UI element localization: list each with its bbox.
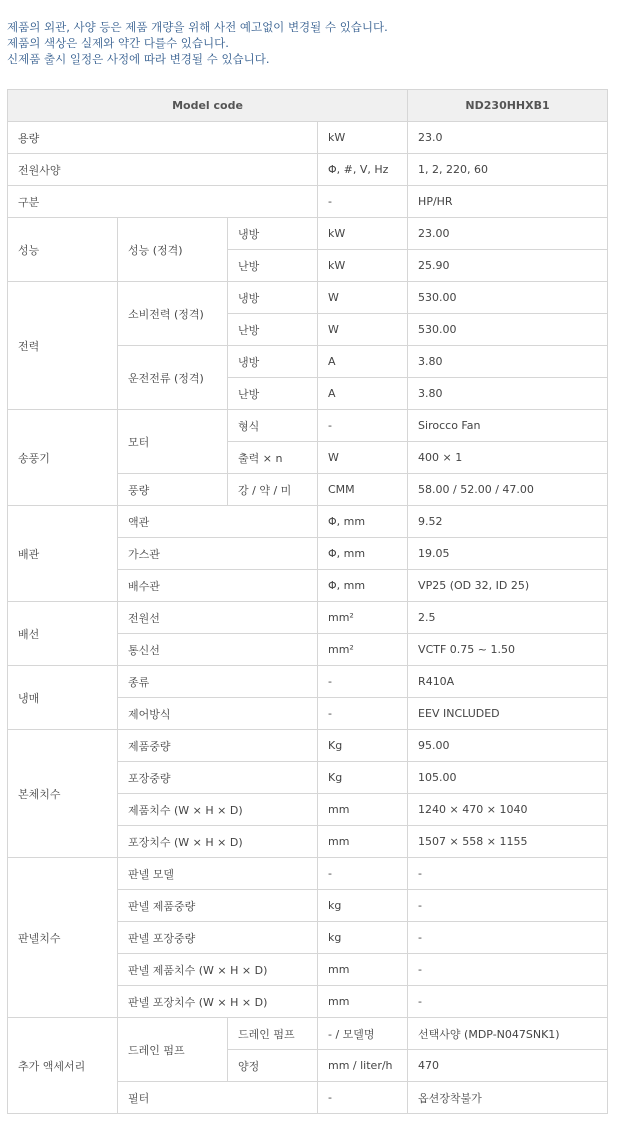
table-row — [8, 730, 608, 762]
item-name: 드레인 펌프 — [228, 1018, 318, 1050]
row-unit: kW — [318, 122, 408, 154]
row-unit: - / 모델명 — [318, 1018, 408, 1050]
row-unit: mm — [318, 986, 408, 1018]
mode-label: 강 / 약 / 미 — [228, 474, 318, 506]
row-unit: Kg — [318, 762, 408, 794]
row-unit: - — [318, 186, 408, 218]
mode-label: 냉방 — [228, 346, 318, 378]
row-value: 3.80 — [408, 378, 608, 410]
row-value: 530.00 — [408, 314, 608, 346]
row-label: 전원사양 — [8, 154, 318, 186]
model-name-header: ND230HHXB1 — [408, 90, 608, 122]
row-value: R410A — [408, 666, 608, 698]
row-unit: kW — [318, 250, 408, 282]
table-row — [8, 122, 608, 154]
row-unit: W — [318, 314, 408, 346]
row-label: 구분 — [8, 186, 318, 218]
row-value: - — [408, 986, 608, 1018]
item-name: 판넬 포장치수 (W × H × D) — [118, 986, 318, 1018]
table-row — [8, 410, 608, 442]
row-unit: W — [318, 442, 408, 474]
row-unit: mm — [318, 826, 408, 858]
row-unit: Φ, #, V, Hz — [318, 154, 408, 186]
row-value: 2.5 — [408, 602, 608, 634]
row-value: 19.05 — [408, 538, 608, 570]
mode-label: 난방 — [228, 250, 318, 282]
row-unit: A — [318, 378, 408, 410]
sub-label: 성능 (정격) — [118, 218, 228, 282]
mode-label: 난방 — [228, 378, 318, 410]
row-unit: kg — [318, 890, 408, 922]
section-label-panel-dims: 판넬치수 — [8, 858, 118, 1018]
row-value: 23.0 — [408, 122, 608, 154]
table-row — [8, 218, 608, 250]
item-name: 판넬 모델 — [118, 858, 318, 890]
row-unit: - — [318, 858, 408, 890]
sub-label: 운전전류 (정격) — [118, 346, 228, 410]
row-value: - — [408, 922, 608, 954]
notice-block — [7, 19, 388, 67]
model-code-header: Model code — [8, 90, 408, 122]
mode-label: 냉방 — [228, 218, 318, 250]
table-row — [8, 666, 608, 698]
row-value: 1240 × 470 × 1040 — [408, 794, 608, 826]
row-unit: Kg — [318, 730, 408, 762]
row-unit: mm / liter/h — [318, 1050, 408, 1082]
sub-label: 드레인 펌프 — [118, 1018, 228, 1082]
section-label-power: 전력 — [8, 282, 118, 410]
row-value: 1, 2, 220, 60 — [408, 154, 608, 186]
item-name: 액관 — [118, 506, 318, 538]
row-value: - — [408, 890, 608, 922]
row-value: 400 × 1 — [408, 442, 608, 474]
table-row — [8, 858, 608, 890]
table-row — [8, 506, 608, 538]
row-value: 1507 × 558 × 1155 — [408, 826, 608, 858]
table-row — [8, 282, 608, 314]
row-value: 470 — [408, 1050, 608, 1082]
section-label-fan: 송풍기 — [8, 410, 118, 506]
row-value: Sirocco Fan — [408, 410, 608, 442]
row-unit: kW — [318, 218, 408, 250]
table-row — [8, 602, 608, 634]
sub-label: 소비전력 (정격) — [118, 282, 228, 346]
row-value: 25.90 — [408, 250, 608, 282]
row-unit: mm — [318, 954, 408, 986]
notice-line: 제품의 외관, 사양 등은 제품 개량을 위해 사전 예고없이 변경될 수 있습니다. — [7, 20, 388, 34]
notice-line: 제품의 색상은 실제와 약간 다를수 있습니다. — [7, 36, 229, 50]
row-value: VCTF 0.75 ~ 1.50 — [408, 634, 608, 666]
item-name: 종류 — [118, 666, 318, 698]
item-name: 제품치수 (W × H × D) — [118, 794, 318, 826]
section-label-refrigerant: 냉매 — [8, 666, 118, 730]
row-value: 선택사양 (MDP-N047SNK1) — [408, 1018, 608, 1050]
row-value: 530.00 — [408, 282, 608, 314]
spec-table — [7, 89, 608, 1114]
row-value: VP25 (OD 32, ID 25) — [408, 570, 608, 602]
item-name: 형식 — [228, 410, 318, 442]
item-name: 판넬 제품중량 — [118, 890, 318, 922]
row-value: 9.52 — [408, 506, 608, 538]
row-value: 3.80 — [408, 346, 608, 378]
row-label: 용량 — [8, 122, 318, 154]
row-value: 95.00 — [408, 730, 608, 762]
item-name: 통신선 — [118, 634, 318, 666]
mode-label: 냉방 — [228, 282, 318, 314]
row-unit: - — [318, 698, 408, 730]
row-unit: A — [318, 346, 408, 378]
sub-label: 풍량 — [118, 474, 228, 506]
row-value: - — [408, 858, 608, 890]
row-unit: Φ, mm — [318, 538, 408, 570]
row-unit: CMM — [318, 474, 408, 506]
row-unit: - — [318, 410, 408, 442]
item-name: 판넬 제품치수 (W × H × D) — [118, 954, 318, 986]
row-unit: W — [318, 282, 408, 314]
item-name: 제어방식 — [118, 698, 318, 730]
row-value: EEV INCLUDED — [408, 698, 608, 730]
row-value: - — [408, 954, 608, 986]
row-value: 23.00 — [408, 218, 608, 250]
item-name: 포장중량 — [118, 762, 318, 794]
item-name: 포장치수 (W × H × D) — [118, 826, 318, 858]
item-name: 제품중량 — [118, 730, 318, 762]
row-value: 옵션장착불가 — [408, 1082, 608, 1114]
mode-label: 난방 — [228, 314, 318, 346]
table-header-row — [8, 90, 608, 122]
item-name: 가스관 — [118, 538, 318, 570]
table-row — [8, 154, 608, 186]
section-label-body-dims: 본체치수 — [8, 730, 118, 858]
item-name: 출력 × n — [228, 442, 318, 474]
item-name: 필터 — [118, 1082, 318, 1114]
row-unit: Φ, mm — [318, 570, 408, 602]
row-unit: Φ, mm — [318, 506, 408, 538]
item-name: 배수관 — [118, 570, 318, 602]
section-label-piping: 배관 — [8, 506, 118, 602]
row-unit: mm² — [318, 634, 408, 666]
row-unit: - — [318, 1082, 408, 1114]
row-unit: mm — [318, 794, 408, 826]
section-label-performance: 성능 — [8, 218, 118, 282]
item-name: 전원선 — [118, 602, 318, 634]
table-row — [8, 186, 608, 218]
row-value: HP/HR — [408, 186, 608, 218]
row-unit: kg — [318, 922, 408, 954]
table-row — [8, 1018, 608, 1050]
section-label-accessories: 추가 액세서리 — [8, 1018, 118, 1114]
section-label-wiring: 배선 — [8, 602, 118, 666]
item-name: 판넬 포장중량 — [118, 922, 318, 954]
notice-line: 신제품 출시 일정은 사정에 따라 변경될 수 있습니다. — [7, 52, 270, 66]
row-value: 105.00 — [408, 762, 608, 794]
item-name: 양정 — [228, 1050, 318, 1082]
row-unit: - — [318, 666, 408, 698]
row-value: 58.00 / 52.00 / 47.00 — [408, 474, 608, 506]
row-unit: mm² — [318, 602, 408, 634]
sub-label: 모터 — [118, 410, 228, 474]
